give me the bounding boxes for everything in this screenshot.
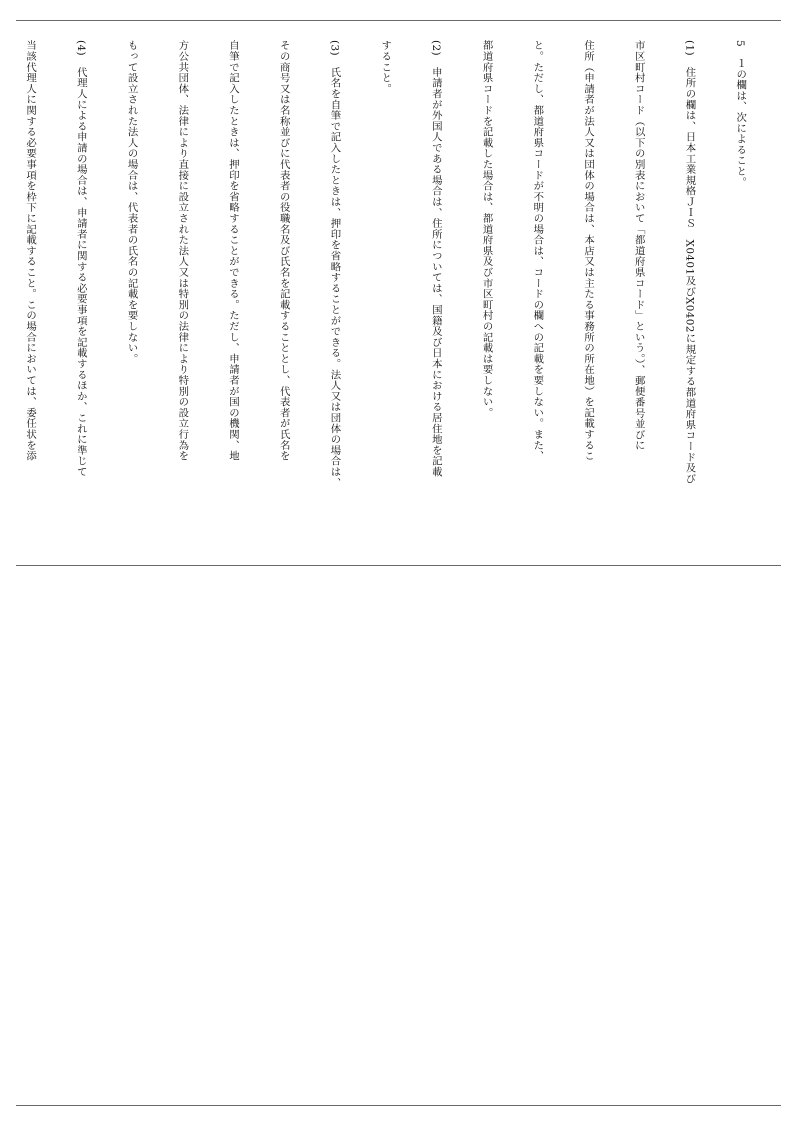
text-line: (3) 氏名を自筆で記入したときは、押印を省略することができる。法人又は団体の場合は、: [328, 40, 341, 488]
text-line: 都道府県コードを記載した場合は、都道府県及び市区町村の記載は要しない。: [480, 40, 493, 418]
text-line: その商号又は名称並びに代表者の役職名及び氏名を記載することとし、代表者が氏名を: [277, 40, 290, 462]
instructions-text: [18, 40, 782, 540]
text-line: (4) 代理人による申請の場合は、申請者に関する必要事項を記載するほか、これに準じて: [74, 40, 87, 478]
text-line: 住所（申請者が法人又は団体の場合は、本店又は主たる事務所の所在地）を記載するこ: [582, 40, 595, 462]
text-line: 市区町村コード（以下の別表において「都道府県コード」という。）、郵便番号並びに: [632, 40, 645, 451]
text-line: (1) 住所の欄は、日本工業規格ＪＩＳ X0401及びX0402に規定する都道府県コード及び: [683, 40, 696, 484]
middle-rule: [16, 565, 781, 566]
text-line: 自筆で記入したときは、押印を省略することができる。ただし、申請者が国の機関、地: [227, 40, 239, 462]
text-line: 方公共団体、法律により直接に設立された法人又は特別の法律により特別の設立行為を: [176, 40, 189, 462]
text-line: (2) 申請者が外国人である場合は、住所については、国籍及び日本における居住地を記載: [429, 40, 442, 478]
text-line: 5 １の欄は、次によること。: [734, 40, 747, 188]
text-line: すること。: [379, 40, 392, 94]
text-line: 当該代理人に関する必要事項を枠下に記載すること。この場合においては、委任状を添: [24, 40, 37, 462]
text-line: もって設立された法人の場合は、代表者の氏名の記載を要しない。: [125, 40, 138, 364]
top-rule: [16, 20, 781, 21]
text-line: と。ただし、都道府県コードが不明の場合は、コードの欄への記載を要しない。また、: [531, 40, 544, 462]
bottom-rule: [16, 1105, 781, 1106]
